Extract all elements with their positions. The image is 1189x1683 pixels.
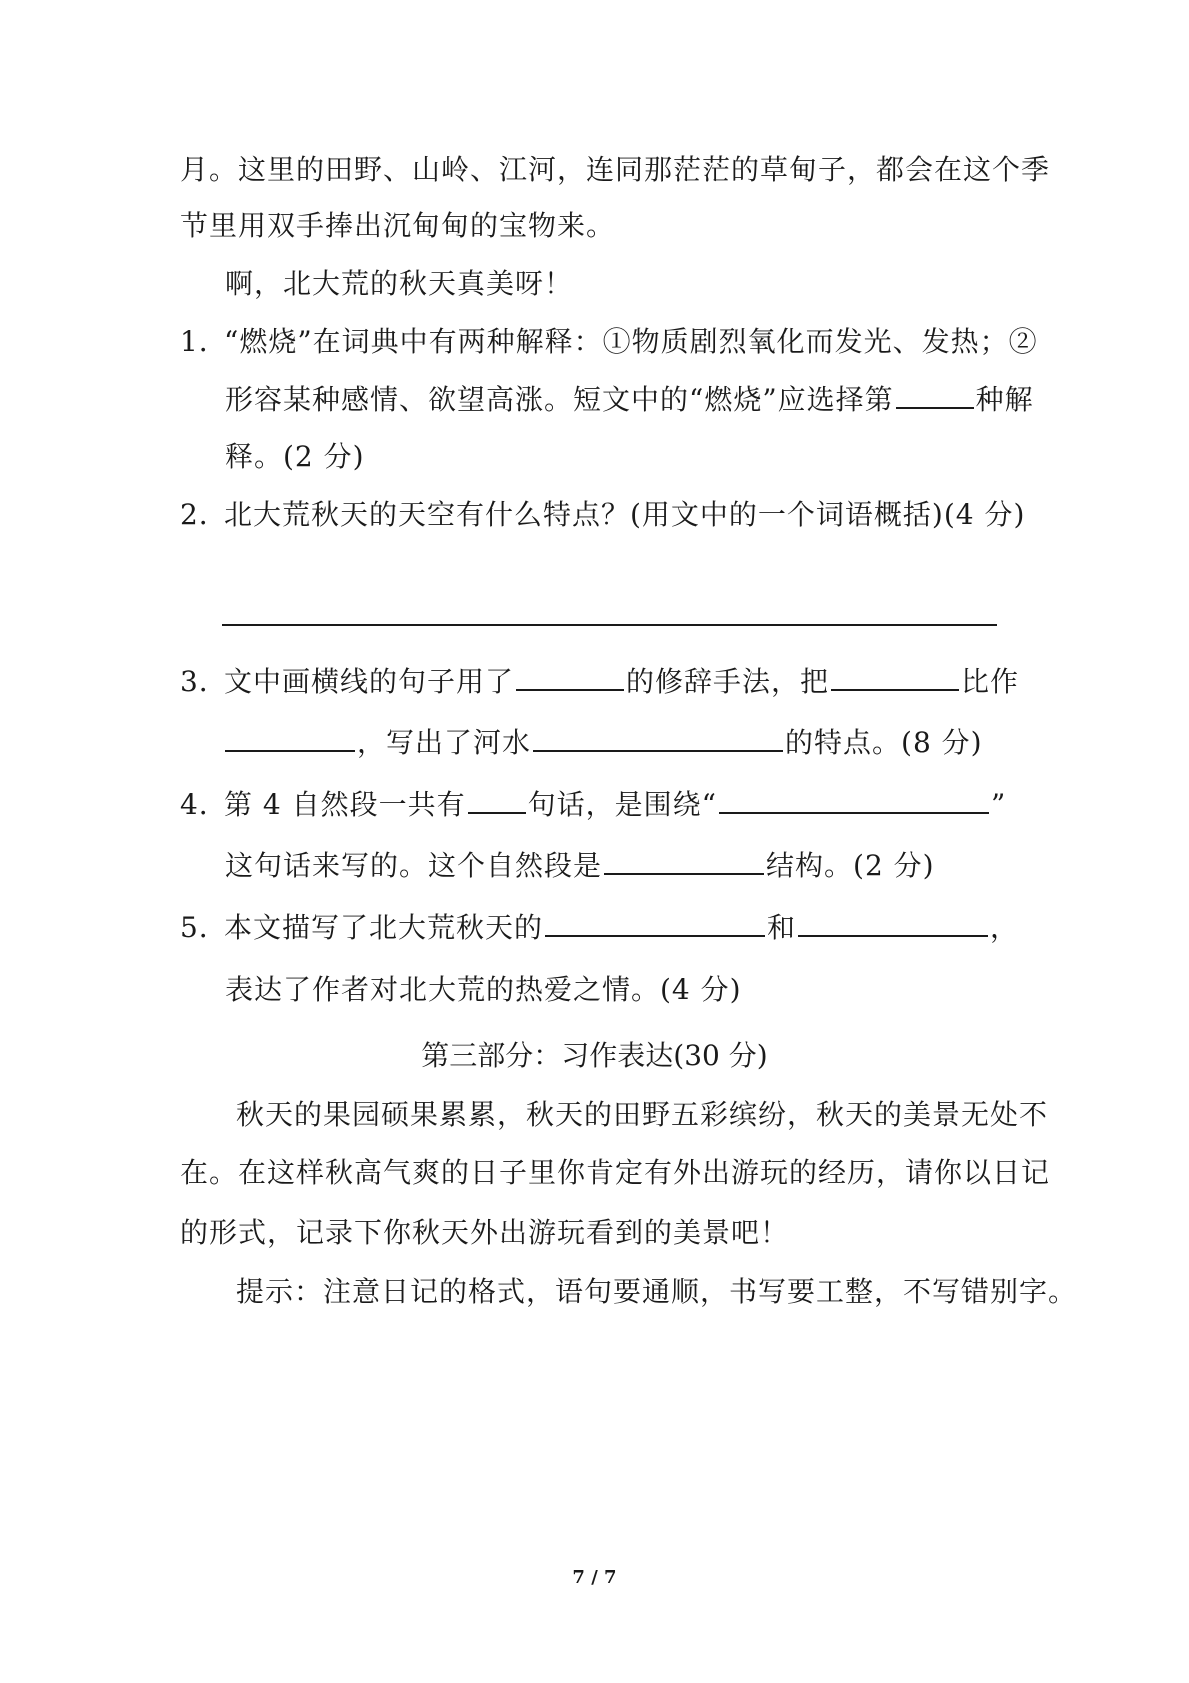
passage-line-1: 月。这里的田野、山岭、江河，连同那茫茫的草甸子，都会在这个季 [180,153,1051,186]
section-3-tip: 提示：注意日记的格式，语句要通顺，书写要工整，不写错别字。 [236,1275,1078,1308]
question-4-line-1 [180,785,1006,825]
section-3-paragraph-line-3: 的形式，记录下你秋天外出游玩看到的美景吧！ [180,1216,790,1249]
question-3-text-e: 的特点。(8 分) [785,726,983,759]
question-3-text-b: 的修辞手法，把 [626,665,830,698]
question-5-text-a: 本文描写了北大荒秋天的 [224,911,544,944]
section-3-paragraph-line-2: 在。在这样秋高气爽的日子里你肯定有外出游玩的经历，请你以日记 [180,1156,1051,1189]
question-2-number: 2． [180,498,228,531]
question-4-blank-1[interactable] [468,786,526,814]
question-2-answer-line[interactable] [222,624,997,626]
question-3-text-c: 比作 [961,665,1020,698]
question-5-line-2: 表达了作者对北大荒的热爱之情。(4 分) [225,973,742,1006]
question-3-number: 3． [180,665,228,698]
question-1-line-3: 释。(2 分) [225,440,365,473]
question-3-line-1 [180,662,1019,702]
question-5-text-b: 和 [767,911,797,944]
question-1-number: 1． [180,325,228,358]
question-1-text: “燃烧”在词典中有两种解释：①物质剧烈氧化而发光、发热；② [224,325,1038,358]
question-4-text-c: ” [990,788,1007,821]
question-4-text-d: 这句话来写的。这个自然段是 [225,849,603,882]
question-5-blank-1[interactable] [545,909,765,937]
question-1-blank[interactable] [896,381,974,409]
question-2-line-1 [180,495,1025,535]
question-4-text-b: 句话，是围绕“ [527,788,717,821]
question-3-blank-1[interactable] [516,663,624,691]
passage-line-3: 啊，北大荒的秋天真美呀！ [225,267,574,300]
question-3-line-2 [225,723,983,763]
question-5-text-c: ， [990,911,1020,944]
section-3-title: 第三部分：习作表达(30 分) [421,1039,768,1072]
question-4-text-e: 结构。(2 分) [766,849,935,882]
question-3-blank-2[interactable] [831,663,959,691]
question-1-line-2 [225,380,1034,420]
question-3-text-a: 文中画横线的句子用了 [224,665,515,698]
question-1-line-1 [180,322,1038,362]
question-3-text-d: ，写出了河水 [357,726,532,759]
question-4-blank-3[interactable] [604,847,764,875]
question-4-text-a: 第 4 自然段一共有 [224,788,466,821]
question-3-blank-4[interactable] [533,724,783,752]
page-number: 7 / 7 [572,1567,617,1588]
question-4-blank-2[interactable] [719,786,989,814]
question-5-number: 5． [180,911,228,944]
question-4-line-2 [225,846,935,886]
question-2-text: 北大荒秋天的天空有什么特点？(用文中的一个词语概括)(4 分) [224,498,1026,531]
question-1-text-b: 种解 [975,383,1034,416]
passage-line-2: 节里用双手捧出沉甸甸的宝物来。 [180,209,616,242]
section-3-paragraph-line-1: 秋天的果园硕果累累，秋天的田野五彩缤纷，秋天的美景无处不 [236,1098,1049,1131]
question-5-line-1 [180,908,1019,948]
question-4-number: 4． [180,788,228,821]
question-3-blank-3[interactable] [225,724,355,752]
question-1-text-a: 形容某种感情、欲望高涨。短文中的“燃烧”应选择第 [225,383,894,416]
question-5-blank-2[interactable] [798,909,988,937]
